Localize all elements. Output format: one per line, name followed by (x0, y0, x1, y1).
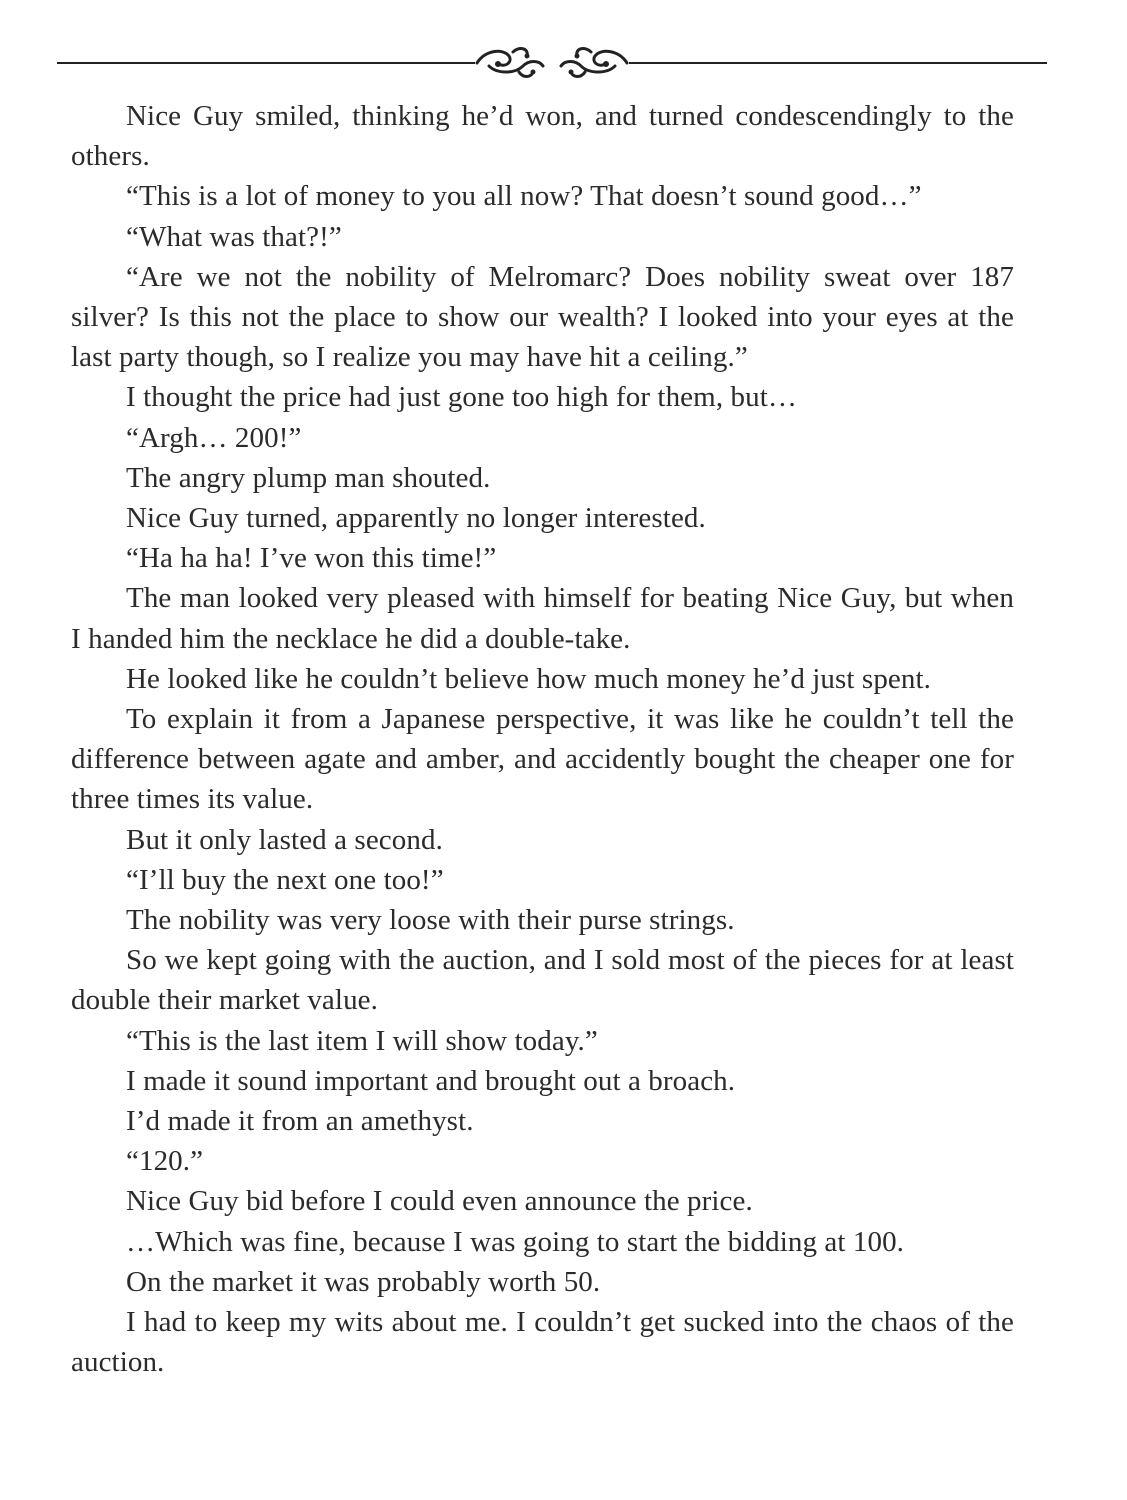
paragraph: The nobility was very loose with their purse strings. (126, 904, 735, 937)
header-ornament-divider (57, 42, 1047, 82)
paragraph: I’d made it from an amethyst. (126, 1105, 474, 1138)
paragraph: I made it sound important and brought out a broach. (126, 1064, 736, 1097)
paragraph: Nice Guy turned, apparently no longer interested. (126, 502, 706, 535)
paragraph: He looked like he couldn’t believe how much money he’d just spent. (126, 662, 931, 695)
paragraph: Nice Guy bid before I could even announce the price. (126, 1185, 753, 1218)
paragraph: “This is a lot of money to you all now? That doesn’t sound good…” (126, 180, 922, 213)
paragraph: The angry plump man shouted. (126, 461, 491, 494)
paragraph: “120.” (126, 1145, 204, 1178)
paragraph: I had to keep my wits about me. I couldn’t get sucked into the chaos of the auction. (71, 1306, 1014, 1379)
paragraph: To explain it from a Japanese perspective, it was like he couldn’t tell the difference between agate and amber, and accidently bought the cheaper one for three times its value. (71, 703, 1014, 816)
paragraph: “This is the last item I will show today.” (126, 1024, 598, 1057)
scroll-divider-icon (57, 42, 1047, 82)
paragraph: “I’ll buy the next one too!” (126, 863, 444, 896)
paragraph: “Are we not the nobility of Melromarc? Does nobility sweat over 187 silver? Is this not the place to show our wealth? I looked into your eyes at the last party though, so I realize you may have hit a ceiling.” (71, 260, 1014, 374)
paragraph: But it only lasted a second. (126, 823, 443, 856)
paragraph: “What was that?!” (126, 220, 342, 253)
paragraph: On the market it was probably worth 50. (126, 1265, 601, 1298)
paragraph: “Ha ha ha! I’ve won this time!” (126, 542, 497, 575)
paragraph: “Argh… 200!” (126, 421, 302, 454)
paragraph: Nice Guy smiled, thinking he’d won, and turned condescendingly to the others. (71, 100, 1014, 173)
paragraph: So we kept going with the auction, and I sold most of the pieces for at least double their market value. (71, 944, 1014, 1017)
body-text (71, 96, 1014, 1383)
paragraph: I thought the price had just gone too high for them, but… (126, 381, 797, 414)
paragraph: The man looked very pleased with himself for beating Nice Guy, but when I handed him the necklace he did a double-take. (71, 582, 1014, 655)
paragraph: …Which was fine, because I was going to start the bidding at 100. (126, 1225, 905, 1258)
